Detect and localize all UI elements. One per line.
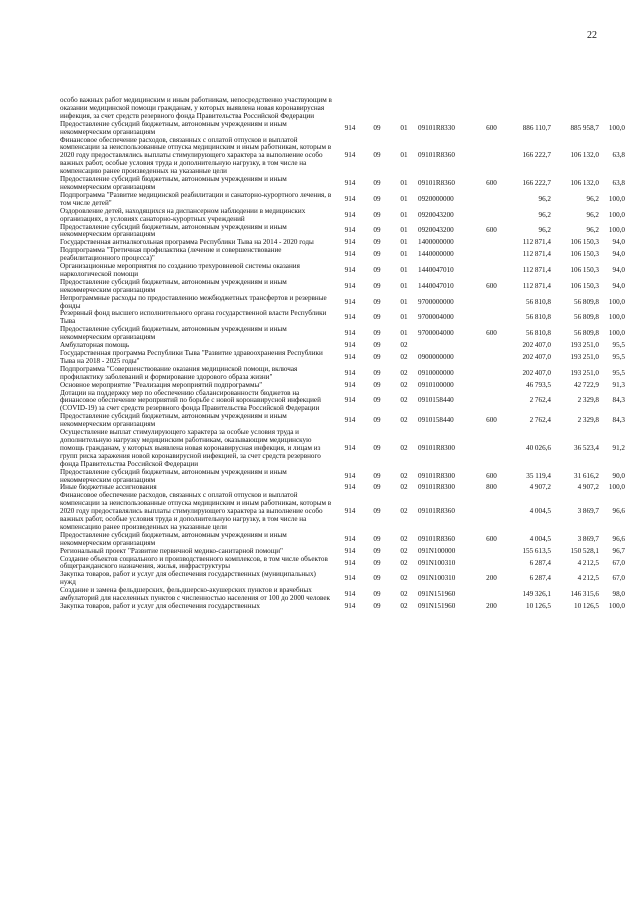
planned-amount: 6 287,4 xyxy=(529,558,551,567)
table-row xyxy=(60,263,625,279)
table-row xyxy=(60,587,625,603)
executed-amount: 96,2 xyxy=(586,210,599,219)
executed-amount: 106 132,0 xyxy=(570,151,599,160)
executed-amount: 106 150,3 xyxy=(570,238,599,247)
subsection-code: 02 xyxy=(400,590,408,599)
table-row xyxy=(60,571,625,587)
expense-name: Предоставление субсидий бюджетным, автономным учреждениям и иным некоммерческим организациям xyxy=(60,325,287,342)
target-item-code: 091N100310 xyxy=(418,574,456,583)
expense-type-code: 600 xyxy=(486,281,497,290)
department-code: 914 xyxy=(344,416,356,425)
expense-type-code: 800 xyxy=(486,483,497,492)
department-code: 914 xyxy=(344,352,356,361)
expense-name: Амбулаторная помощь xyxy=(60,341,130,350)
execution-percent: 98,0 xyxy=(612,590,625,599)
expense-name: Региональный проект "Развитие первичной медико-санитарной помощи" xyxy=(60,546,283,555)
execution-percent: 90,0 xyxy=(612,471,625,480)
section-code: 09 xyxy=(373,210,381,219)
execution-percent: 63,8 xyxy=(612,179,625,188)
executed-amount: 4 212,5 xyxy=(577,558,599,567)
expense-type-code: 600 xyxy=(486,534,497,543)
subsection-code: 02 xyxy=(400,558,408,567)
planned-amount: 56 810,8 xyxy=(526,329,551,338)
section-code: 09 xyxy=(373,179,381,188)
expense-name: Государственная программа Республики Тыва "Развитие здравоохранения Республики Тыва на 2018 - 2025 годы" xyxy=(60,349,323,365)
expense-name: Непрограммные расходы по предоставлению межбюджетных трансфертов и резервные фонды xyxy=(60,293,327,310)
target-item-code: 0920043200 xyxy=(418,226,454,235)
subsection-code: 02 xyxy=(400,416,408,425)
expense-name: особо важных работ медицинским и иным работникам, непосредственно участвующим в оказании медицинской помощи гражданам, у которых выявлена новая коронавирусная инфекция, за счет средств резервного фонда Правительства Российской Федерации xyxy=(60,96,332,120)
department-code: 914 xyxy=(344,297,356,306)
expense-name: Финансовое обеспечение расходов, связанных с оплатой отпусков и выплатой компенсации за неиспользованные отпуска медицинским и иным работникам, которым в 2020 году предоставлялись выплаты стимулирующего характера за выполнение особо важных работ, особые условия труда и дополнительную нагрузку, в том числе на компенсацию ранее произведенных на указанные цели xyxy=(60,135,332,176)
subsection-code: 01 xyxy=(400,179,408,188)
executed-amount: 56 809,8 xyxy=(574,329,599,338)
execution-percent: 96,6 xyxy=(612,507,625,516)
target-item-code: 091N100000 xyxy=(418,546,456,555)
subsection-code: 02 xyxy=(400,443,408,452)
execution-percent: 84,3 xyxy=(612,396,625,405)
section-code: 09 xyxy=(373,602,381,610)
target-item-code: 1440047010 xyxy=(418,281,454,290)
section-code: 09 xyxy=(373,396,381,405)
target-item-code: 091N100310 xyxy=(418,558,456,567)
department-code: 914 xyxy=(344,368,356,377)
executed-amount: 106 150,3 xyxy=(570,265,599,274)
department-code: 914 xyxy=(344,226,356,235)
subsection-code: 01 xyxy=(400,210,408,219)
department-code: 914 xyxy=(344,558,356,567)
department-code: 914 xyxy=(344,507,356,516)
expense-type-code: 200 xyxy=(486,602,497,610)
execution-percent: 100,0 xyxy=(608,123,625,132)
section-code: 09 xyxy=(373,443,381,452)
section-code: 09 xyxy=(373,297,381,306)
subsection-code: 01 xyxy=(400,238,408,247)
department-code: 914 xyxy=(344,483,356,492)
section-code: 09 xyxy=(373,341,381,350)
planned-amount: 4 004,5 xyxy=(529,507,551,516)
expense-name: Предоставление субсидий бюджетным, автономным учреждениям и иным некоммерческим организациям xyxy=(60,277,287,294)
expense-name: Основное мероприятие "Реализация мероприятий подпрограммы" xyxy=(60,380,263,389)
subsection-code: 02 xyxy=(400,507,408,516)
executed-amount: 150 528,1 xyxy=(570,546,599,555)
expense-type-code: 200 xyxy=(486,574,497,583)
execution-percent: 67,0 xyxy=(612,558,625,567)
executed-amount: 2 329,8 xyxy=(577,416,599,425)
planned-amount: 112 871,4 xyxy=(522,265,551,274)
table-row xyxy=(60,310,625,326)
table-row xyxy=(60,326,625,342)
department-code: 914 xyxy=(344,250,356,259)
section-code: 09 xyxy=(373,194,381,203)
execution-percent: 100,0 xyxy=(608,329,625,338)
table-row xyxy=(60,390,625,414)
expense-name: Организационные мероприятия по созданию трехуровневой системы оказания наркологической помощи xyxy=(60,262,300,278)
planned-amount: 112 871,4 xyxy=(522,281,551,290)
target-item-code: 9700000000 xyxy=(418,297,454,306)
execution-percent: 94,0 xyxy=(612,281,625,290)
executed-amount: 96,2 xyxy=(586,226,599,235)
target-item-code: 09101R8300 xyxy=(418,443,455,452)
department-code: 914 xyxy=(344,443,356,452)
execution-percent: 100,0 xyxy=(608,210,625,219)
planned-amount: 10 126,5 xyxy=(526,602,551,610)
expense-name: Дотации на поддержку мер по обеспечению сбалансированности бюджетов на финансовое обеспечение мероприятий по борьбе с новой коронавирусной инфекцией (COVID-19) за счет средств резервного фонда Правительства Российской Федерации xyxy=(60,388,321,413)
expense-name: Государственная антиалкогольная программа Республики Тыва на 2014 - 2020 годы xyxy=(60,238,314,247)
section-code: 09 xyxy=(373,416,381,425)
planned-amount: 40 026,6 xyxy=(526,443,551,452)
executed-amount: 106 132,0 xyxy=(570,179,599,188)
expense-type-code: 600 xyxy=(486,123,497,132)
planned-amount: 4 004,5 xyxy=(529,534,551,543)
section-code: 09 xyxy=(373,313,381,322)
target-item-code: 09101R8300 xyxy=(418,471,455,480)
executed-amount: 2 329,8 xyxy=(577,396,599,405)
expense-name: Закупка товаров, работ и услуг для обеспечения государственных xyxy=(60,602,260,610)
executed-amount: 3 869,7 xyxy=(577,534,599,543)
subsection-code: 01 xyxy=(400,329,408,338)
planned-amount: 35 119,4 xyxy=(526,471,551,480)
table-row xyxy=(60,224,625,240)
department-code: 914 xyxy=(344,546,356,555)
department-code: 914 xyxy=(344,534,356,543)
department-code: 914 xyxy=(344,471,356,480)
subsection-code: 01 xyxy=(400,297,408,306)
table-row xyxy=(60,279,625,295)
subsection-code: 02 xyxy=(400,352,408,361)
expense-name: Подпрограмма "Совершенствование оказания медицинской помощи, включая профилактику заболеваний и формирование здорового образа жизни" xyxy=(60,364,298,381)
subsection-code: 02 xyxy=(400,546,408,555)
department-code: 914 xyxy=(344,590,356,599)
section-code: 09 xyxy=(373,238,381,247)
subsection-code: 02 xyxy=(400,574,408,583)
table-row xyxy=(60,137,625,177)
expense-name: Закупка товаров, работ и услуг для обеспечения государственных (муниципальных) нужд xyxy=(60,570,316,587)
execution-percent: 100,0 xyxy=(608,194,625,203)
planned-amount: 202 407,0 xyxy=(522,341,551,350)
planned-amount: 96,2 xyxy=(538,210,551,219)
planned-amount: 2 762,4 xyxy=(529,396,551,405)
target-item-code: 0910158440 xyxy=(418,416,454,425)
planned-amount: 46 793,5 xyxy=(526,380,551,389)
expense-name: Создание объектов социального и производственного комплексов, в том числе объектов общегражданского назначения, жилья, инфраструктуры xyxy=(60,554,328,571)
executed-amount: 3 869,7 xyxy=(577,507,599,516)
target-item-code: 09101R8360 xyxy=(418,179,455,188)
target-item-code: 9700004000 xyxy=(418,329,454,338)
planned-amount: 112 871,4 xyxy=(522,250,551,259)
planned-amount: 886 110,7 xyxy=(522,123,551,132)
target-item-code: 0910100000 xyxy=(418,380,454,389)
section-code: 09 xyxy=(373,558,381,567)
expense-name: Иные бюджетные ассигнования xyxy=(60,483,157,492)
executed-amount: 56 809,8 xyxy=(574,297,599,306)
expense-name: Предоставление субсидий бюджетным, автономным учреждениям и иным некоммерческим организациям xyxy=(60,119,287,136)
executed-amount: 885 958,7 xyxy=(570,123,599,132)
planned-amount: 202 407,0 xyxy=(522,368,551,377)
subsection-code: 02 xyxy=(400,368,408,377)
executed-amount: 193 251,0 xyxy=(570,368,599,377)
department-code: 914 xyxy=(344,341,356,350)
target-item-code: 1440047010 xyxy=(418,265,454,274)
expense-name: Предоставление субсидий бюджетным, автономным учреждениям и иным некоммерческим организациям xyxy=(60,222,287,239)
execution-percent: 95,5 xyxy=(612,341,625,350)
department-code: 914 xyxy=(344,151,356,160)
planned-amount: 166 222,7 xyxy=(522,179,551,188)
expense-name: Создание и замена фельдшерских, фельдшерско-акушерских пунктов и врачебных амбулаторий для населенных пунктов с численностью населения от 100 до 2000 человек xyxy=(60,586,330,603)
expense-name: Предоставление субсидий бюджетным, автономным учреждениям и иным некоммерческим организациям xyxy=(60,467,287,484)
subsection-code: 02 xyxy=(400,534,408,543)
expense-name: Предоставление субсидий бюджетным, автономным учреждениям и иным некоммерческим организациям xyxy=(60,530,287,547)
target-item-code: 1400000000 xyxy=(418,238,454,247)
department-code: 914 xyxy=(344,179,356,188)
table-row xyxy=(60,492,625,532)
table-row xyxy=(60,121,625,137)
section-code: 09 xyxy=(373,123,381,132)
table-row xyxy=(60,469,625,485)
expense-name: Осуществление выплат стимулирующего характера за особые условия труда и дополнительную нагрузку медицинским работникам, оказывающим медицинскую помощь гражданам, у которых выявлена новая коронавирусная инфекция, и лицам из групп риска заражения новой коронавирусной инфекцией, за счет средств резервного фонда Правительства Российской Федерации xyxy=(60,428,321,468)
table-row xyxy=(60,208,625,224)
execution-percent: 91,2 xyxy=(612,443,625,452)
executed-amount: 4 212,5 xyxy=(577,574,599,583)
expense-type-code: 600 xyxy=(486,226,497,235)
subsection-code: 02 xyxy=(400,380,408,389)
executed-amount: 4 907,2 xyxy=(577,483,599,492)
expense-name: Подпрограмма "Развитие медицинской реабилитации и санаторно-курортного лечения, в том числе детей" xyxy=(60,190,332,207)
target-item-code: 9700004000 xyxy=(418,313,454,322)
execution-percent: 94,0 xyxy=(612,250,625,259)
expense-type-code: 600 xyxy=(486,416,497,425)
expense-name: Финансовое обеспечение расходов, связанных с оплатой отпусков и выплатой компенсации за неиспользованные отпуска медицинским и иным работникам, которым в 2020 году предоставлялись выплаты стимулирующего характера за выполнение особо важных работ, особые условия труда и дополнительную нагрузку, в том числе на компенсацию ранее произведенных на указанные цели xyxy=(60,491,332,531)
department-code: 914 xyxy=(344,238,356,247)
execution-percent: 95,5 xyxy=(612,368,625,377)
section-code: 09 xyxy=(373,534,381,543)
planned-amount: 56 810,8 xyxy=(526,313,551,322)
table-row xyxy=(60,247,625,263)
subsection-code: 02 xyxy=(400,602,408,610)
table-row xyxy=(60,413,625,429)
target-item-code: 09101R8360 xyxy=(418,534,455,543)
execution-percent: 100,0 xyxy=(608,226,625,235)
table-row xyxy=(60,350,625,366)
executed-amount: 146 315,6 xyxy=(570,590,599,599)
planned-amount: 112 871,4 xyxy=(522,238,551,247)
target-item-code: 0900000000 xyxy=(418,352,454,361)
department-code: 914 xyxy=(344,313,356,322)
execution-percent: 63,8 xyxy=(612,151,625,160)
section-code: 09 xyxy=(373,483,381,492)
subsection-code: 01 xyxy=(400,313,408,322)
table-row xyxy=(60,192,625,208)
executed-amount: 106 150,3 xyxy=(570,281,599,290)
section-code: 09 xyxy=(373,368,381,377)
section-code: 09 xyxy=(373,226,381,235)
execution-percent: 94,0 xyxy=(612,265,625,274)
executed-amount: 193 251,0 xyxy=(570,352,599,361)
department-code: 914 xyxy=(344,281,356,290)
section-code: 09 xyxy=(373,546,381,555)
subsection-code: 01 xyxy=(400,226,408,235)
execution-percent: 100,0 xyxy=(608,313,625,322)
section-code: 09 xyxy=(373,265,381,274)
department-code: 914 xyxy=(344,380,356,389)
section-code: 09 xyxy=(373,352,381,361)
planned-amount: 96,2 xyxy=(538,194,551,203)
planned-amount: 96,2 xyxy=(538,226,551,235)
executed-amount: 42 722,9 xyxy=(574,380,599,389)
department-code: 914 xyxy=(344,265,356,274)
expense-name: Подпрограмма "Третичная профилактика (лечение и совершенствование реабилитационного процесса)" xyxy=(60,246,282,263)
section-code: 09 xyxy=(373,507,381,516)
target-item-code: 09101R8330 xyxy=(418,123,455,132)
executed-amount: 36 523,4 xyxy=(574,443,599,452)
planned-amount: 56 810,8 xyxy=(526,297,551,306)
section-code: 09 xyxy=(373,250,381,259)
department-code: 914 xyxy=(344,329,356,338)
execution-percent: 84,3 xyxy=(612,416,625,425)
subsection-code: 02 xyxy=(400,396,408,405)
execution-percent: 96,6 xyxy=(612,534,625,543)
executed-amount: 193 251,0 xyxy=(570,341,599,350)
section-code: 09 xyxy=(373,380,381,389)
expense-type-code: 600 xyxy=(486,471,497,480)
section-code: 09 xyxy=(373,590,381,599)
execution-percent: 100,0 xyxy=(608,297,625,306)
executed-amount: 31 616,2 xyxy=(574,471,599,480)
table-row xyxy=(60,97,625,121)
table-row xyxy=(60,603,625,611)
planned-amount: 149 326,1 xyxy=(522,590,551,599)
planned-amount: 2 762,4 xyxy=(529,416,551,425)
table-row xyxy=(60,295,625,311)
executed-amount: 10 126,5 xyxy=(574,602,599,610)
department-code: 914 xyxy=(344,574,356,583)
execution-percent: 100,0 xyxy=(608,602,625,610)
planned-amount: 202 407,0 xyxy=(522,352,551,361)
subsection-code: 01 xyxy=(400,194,408,203)
execution-percent: 96,7 xyxy=(612,546,625,555)
department-code: 914 xyxy=(344,194,356,203)
section-code: 09 xyxy=(373,281,381,290)
subsection-code: 01 xyxy=(400,151,408,160)
executed-amount: 106 150,3 xyxy=(570,250,599,259)
section-code: 09 xyxy=(373,329,381,338)
expense-name: Резервный фонд высшего исполнительного органа государственной власти Республики Тыва xyxy=(60,309,327,326)
expense-type-code: 600 xyxy=(486,329,497,338)
target-item-code: 1440000000 xyxy=(418,250,454,259)
table-row xyxy=(60,366,625,382)
planned-amount: 166 222,7 xyxy=(522,151,551,160)
planned-amount: 6 287,4 xyxy=(529,574,551,583)
target-item-code: 091N151960 xyxy=(418,602,456,610)
section-code: 09 xyxy=(373,471,381,480)
table-row xyxy=(60,176,625,192)
expense-name: Предоставление субсидий бюджетным, автономным учреждениям и иным некоммерческим организациям xyxy=(60,175,287,191)
target-item-code: 0920000000 xyxy=(418,194,454,203)
expense-name: Оздоровление детей, находящихся на диспансерном наблюдении в медицинских организациях, в условиях санаторно-курортных учреждений xyxy=(60,206,306,223)
department-code: 914 xyxy=(344,602,356,610)
department-code: 914 xyxy=(344,210,356,219)
execution-percent: 94,0 xyxy=(612,238,625,247)
target-item-code: 0920043200 xyxy=(418,210,454,219)
subsection-code: 01 xyxy=(400,265,408,274)
target-item-code: 091N151960 xyxy=(418,590,456,599)
subsection-code: 01 xyxy=(400,250,408,259)
target-item-code: 0910000000 xyxy=(418,368,454,377)
execution-percent: 100,0 xyxy=(608,483,625,492)
planned-amount: 155 613,5 xyxy=(522,546,551,555)
subsection-code: 01 xyxy=(400,281,408,290)
executed-amount: 96,2 xyxy=(586,194,599,203)
target-item-code: 09101R8300 xyxy=(418,483,455,492)
budget-table xyxy=(60,97,625,611)
execution-percent: 95,5 xyxy=(612,352,625,361)
page-number: 22 xyxy=(587,30,597,41)
subsection-code: 02 xyxy=(400,483,408,492)
subsection-code: 01 xyxy=(400,123,408,132)
subsection-code: 02 xyxy=(400,471,408,480)
department-code: 914 xyxy=(344,123,356,132)
subsection-code: 02 xyxy=(400,341,408,350)
execution-percent: 67,0 xyxy=(612,574,625,583)
department-code: 914 xyxy=(344,396,356,405)
executed-amount: 56 809,8 xyxy=(574,313,599,322)
target-item-code: 09101R8360 xyxy=(418,151,455,160)
planned-amount: 4 907,2 xyxy=(529,483,551,492)
section-code: 09 xyxy=(373,574,381,583)
target-item-code: 09101R8360 xyxy=(418,507,455,516)
table-row xyxy=(60,429,625,469)
expense-type-code: 600 xyxy=(486,179,497,188)
target-item-code: 0910158440 xyxy=(418,396,454,405)
section-code: 09 xyxy=(373,151,381,160)
expense-name: Предоставление субсидий бюджетным, автономным учреждениям и иным некоммерческим организациям xyxy=(60,412,287,429)
table-row xyxy=(60,556,625,572)
table-row xyxy=(60,532,625,548)
execution-percent: 91,3 xyxy=(612,380,625,389)
